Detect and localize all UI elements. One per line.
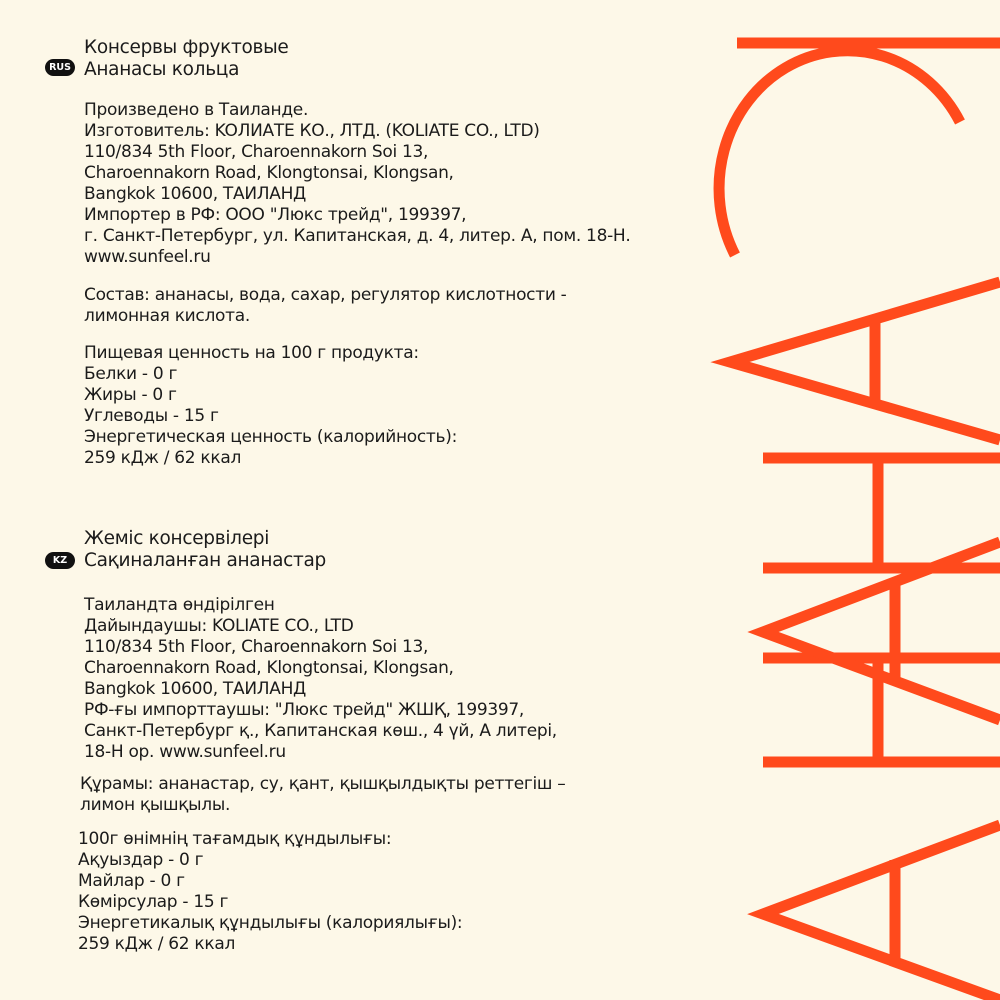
text-line: лимон қышқылы. [80, 795, 231, 815]
text-line: Charoennakorn Road, Klongtonsai, Klongsan, [84, 163, 454, 183]
text-line: Энергетикалық құндылығы (калориялығы): [78, 913, 463, 933]
text-line: Bangkok 10600, ТАИЛАНД [84, 184, 307, 204]
brand-letters [719, 43, 1000, 1000]
kz-heading-line: Жеміс консервілері [84, 528, 270, 549]
text-line: 110/834 5th Floor, Charoennakorn Soi 13, [84, 637, 429, 657]
text-line: 259 кДж / 62 ккал [84, 448, 242, 468]
text-line: Углеводы - 15 г [84, 406, 219, 426]
text-line: Майлар - 0 г [78, 871, 185, 891]
text-line: Ақуыздар - 0 г [78, 850, 204, 870]
text-line: 259 кДж / 62 ккал [78, 934, 236, 954]
text-line: 110/834 5th Floor, Charoennakorn Soi 13, [84, 142, 429, 162]
letter-a-1 [763, 825, 1000, 1000]
text-line: 100г өнімнің тағамдық құндылығы: [78, 829, 392, 849]
letter-a-3 [730, 282, 1000, 440]
text-line: 18-Н ор. www.sunfeel.ru [84, 742, 286, 762]
text-line: Көмірсулар - 15 г [78, 892, 229, 912]
text-line: Дайындаушы: KOLIATE CO., LTD [84, 616, 354, 636]
text-line: Жиры - 0 г [84, 385, 177, 405]
kz-language-badge: KZ [45, 552, 75, 569]
rus-language-badge: RUS [45, 59, 75, 76]
text-line: Таиландта өндірілген [84, 595, 275, 615]
text-line: Пищевая ценность на 100 г продукта: [84, 343, 419, 363]
text-line: Изготовитель: KOЛИАТЕ КО., ЛТД. (KOLIATE CO., LTD) [84, 121, 540, 141]
text-line: Энергетическая ценность (калорийность): [84, 427, 457, 447]
letter-s [719, 51, 960, 255]
rus-heading-line: Ананасы кольца [84, 59, 240, 80]
text-line: www.sunfeel.ru [84, 247, 211, 267]
text-line: лимонная кислота. [84, 306, 250, 326]
text-line: Импортер в РФ: ООО "Люкс трейд", 199397, [84, 205, 467, 225]
text-line: Произведено в Таиланде. [84, 100, 309, 120]
text-line: Bangkok 10600, ТАИЛАНД [84, 679, 307, 699]
kz-heading-line: Сақиналанған ананастар [84, 550, 327, 571]
text-line: Состав: ананасы, вода, сахар, регулятор кислотности - [84, 285, 567, 305]
text-line: г. Санкт-Петербург, ул. Капитанская, д. 4, литер. А, пом. 18-Н. [84, 226, 631, 246]
text-line: Құрамы: ананастар, су, қант, қышқылдықты реттегіш – [80, 774, 566, 794]
text-line: Белки - 0 г [84, 364, 178, 384]
text-line: Санкт-Петербург қ., Капитанская көш., 4 үй, А литері, [84, 721, 557, 741]
text-line: РФ-ғы импорттаушы: "Люкс трейд" ЖШҚ, 199397, [84, 700, 525, 720]
rus-heading-line: Консервы фруктовые [84, 37, 289, 58]
text-line: Charoennakorn Road, Klongtonsai, Klongsan, [84, 658, 454, 678]
